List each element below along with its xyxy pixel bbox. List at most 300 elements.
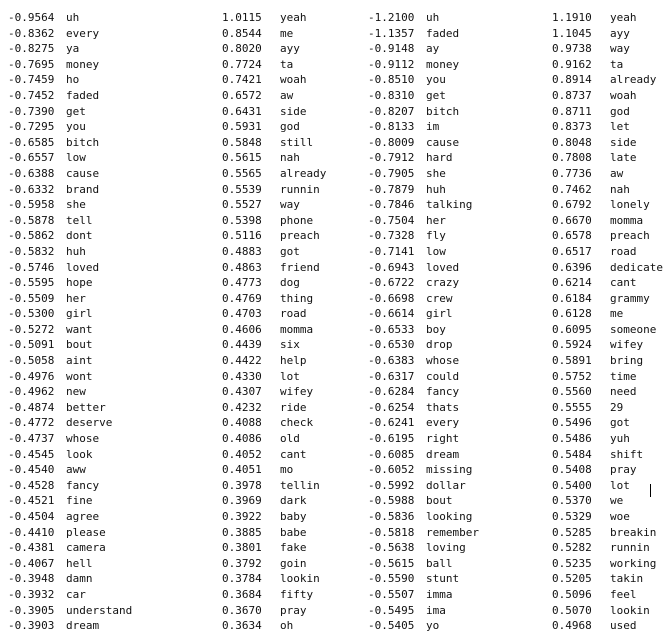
list-item [368, 57, 479, 73]
list-item [552, 400, 663, 416]
word-label: missing [426, 463, 473, 477]
score-value: 0.6128 [552, 307, 592, 321]
word-label: whose [426, 354, 460, 368]
list-item [368, 618, 479, 634]
column-negative-1 [8, 10, 132, 634]
list-item [222, 213, 326, 229]
word-label: whose [66, 432, 100, 446]
score-value: 0.6572 [222, 88, 262, 102]
score-value: 0.5848 [222, 135, 262, 149]
word-label: faded [66, 88, 100, 102]
list-item [222, 322, 326, 338]
score-value: -0.7452 [8, 88, 55, 102]
word-label: aww [66, 463, 86, 477]
word-label: old [280, 432, 300, 446]
word-label: dont [66, 229, 93, 243]
score-value: 0.3634 [222, 619, 262, 633]
score-value: 0.4330 [222, 369, 262, 383]
list-item [222, 88, 326, 104]
list-item [8, 166, 132, 182]
word-label: brand [66, 182, 100, 196]
word-label: yeah [280, 11, 307, 24]
word-label: remember [426, 525, 479, 539]
word-label: better [66, 400, 106, 414]
word-label: lonely [610, 198, 650, 212]
score-value: -0.3903 [8, 619, 55, 633]
word-label: understand [66, 603, 133, 617]
word-label: still [280, 135, 314, 149]
score-value: 0.5486 [552, 432, 592, 446]
list-item [222, 400, 326, 416]
word-label: thing [280, 291, 314, 305]
list-item [8, 88, 132, 104]
list-item [552, 135, 663, 151]
score-value: -0.8133 [368, 120, 415, 134]
word-label: aw [280, 88, 294, 102]
word-label: ay [426, 42, 440, 56]
score-value: 0.5484 [552, 447, 592, 461]
list-item [8, 587, 132, 603]
score-value: 0.5891 [552, 354, 592, 368]
list-item [552, 88, 663, 104]
word-label: someone [610, 322, 657, 336]
word-label: yeah [610, 11, 637, 24]
score-value: -0.5836 [368, 510, 415, 523]
score-value: -0.5958 [8, 198, 55, 212]
word-label: stunt [426, 572, 460, 586]
list-item [8, 228, 132, 244]
list-item [8, 260, 132, 276]
word-label: tellin [280, 478, 320, 492]
list-item [8, 509, 132, 525]
word-label: got [280, 244, 300, 258]
word-label: drop [426, 338, 453, 352]
list-item [552, 571, 663, 587]
word-label: dedicate [610, 260, 663, 274]
score-value: -0.7295 [8, 120, 55, 134]
word-label: ta [610, 57, 624, 71]
word-label: want [66, 322, 93, 336]
list-item [552, 150, 663, 166]
list-item [222, 306, 326, 322]
word-label: momma [280, 322, 314, 336]
list-item [552, 587, 663, 603]
list-item [552, 556, 663, 572]
word-label: ayy [280, 42, 300, 56]
list-item [552, 182, 663, 198]
score-value: 0.8544 [222, 26, 262, 40]
word-label: girl [426, 307, 453, 321]
score-value: -0.6052 [368, 463, 415, 477]
score-value: 0.3922 [222, 510, 262, 523]
list-item [368, 556, 479, 572]
list-item [8, 10, 132, 26]
word-label: loved [66, 260, 100, 274]
list-item [368, 571, 479, 587]
score-value: 0.7462 [552, 182, 592, 196]
score-value: 0.5496 [552, 416, 592, 430]
list-item [368, 135, 479, 151]
word-label: woah [610, 88, 637, 102]
column-positive-1 [222, 10, 326, 634]
word-label: me [610, 307, 624, 321]
word-label: shift [610, 447, 644, 461]
score-value: 0.8914 [552, 73, 592, 87]
score-value: -0.6533 [368, 322, 415, 336]
list-item [552, 244, 663, 260]
list-item [368, 400, 479, 416]
list-item [222, 166, 326, 182]
list-item [8, 104, 132, 120]
score-value: -0.4410 [8, 525, 55, 539]
word-label: bring [610, 354, 644, 368]
column-negative-2 [368, 10, 479, 634]
list-item [222, 556, 326, 572]
word-label: her [66, 291, 86, 305]
score-value: -0.5590 [368, 572, 415, 586]
score-value: -0.3948 [8, 572, 55, 586]
score-value: 0.5285 [552, 525, 592, 539]
score-value: -0.5509 [8, 291, 55, 305]
word-label: please [66, 525, 106, 539]
list-item [8, 306, 132, 322]
score-value: 0.4052 [222, 447, 262, 461]
score-value: -0.5507 [368, 587, 415, 601]
word-label: fly [426, 229, 446, 243]
score-value: -0.5818 [368, 525, 415, 539]
list-item [222, 509, 326, 525]
score-value: -0.6383 [368, 354, 415, 368]
score-value: -0.5878 [8, 213, 55, 227]
word-label: you [66, 120, 86, 134]
word-label: lot [610, 478, 630, 492]
score-value: 0.5924 [552, 338, 592, 352]
score-value: 0.6184 [552, 291, 592, 305]
word-label: let [610, 120, 630, 134]
word-label: money [426, 57, 460, 71]
word-label: way [610, 42, 630, 56]
list-item [552, 260, 663, 276]
word-label: lot [280, 369, 300, 383]
word-label: look [66, 447, 93, 461]
word-label: uh [426, 11, 440, 24]
list-item [222, 603, 326, 619]
score-value: -0.4504 [8, 510, 55, 523]
word-label: cause [426, 135, 460, 149]
score-value: -0.9112 [368, 57, 415, 71]
word-label: cant [610, 276, 637, 290]
word-label: low [66, 151, 86, 165]
word-label: deserve [66, 416, 113, 430]
word-label: loved [426, 260, 460, 274]
list-item [8, 384, 132, 400]
word-label: boy [426, 322, 446, 336]
score-value: -0.8362 [8, 26, 55, 40]
score-value: 0.3969 [222, 494, 262, 508]
score-value: -1.1357 [368, 26, 415, 40]
score-value: 0.8373 [552, 120, 592, 134]
list-item [368, 72, 479, 88]
score-value: 0.6517 [552, 244, 592, 258]
score-value: 0.4439 [222, 338, 262, 352]
list-item [552, 26, 663, 42]
score-value: -0.4521 [8, 494, 55, 508]
list-item [8, 493, 132, 509]
list-item [8, 150, 132, 166]
word-label: goin [280, 556, 307, 570]
score-value: -0.8009 [368, 135, 415, 149]
word-label: time [610, 369, 637, 383]
list-item [368, 104, 479, 120]
word-label: you [426, 73, 446, 87]
word-label: wifey [610, 338, 644, 352]
score-value: -0.4874 [8, 400, 55, 414]
score-value: -0.6085 [368, 447, 415, 461]
word-label: already [610, 73, 657, 87]
score-value: -0.6254 [368, 400, 415, 414]
score-value: 0.5539 [222, 182, 262, 196]
score-value: 0.3978 [222, 478, 262, 492]
list-item [222, 41, 326, 57]
word-label: hell [66, 556, 93, 570]
score-value: 0.5096 [552, 587, 592, 601]
score-value: 0.7724 [222, 57, 262, 71]
score-value: 0.3885 [222, 525, 262, 539]
list-item [222, 431, 326, 447]
list-item [222, 587, 326, 603]
list-item [8, 525, 132, 541]
score-value: 0.5615 [222, 151, 262, 165]
list-item [368, 260, 479, 276]
word-label: cause [66, 166, 100, 180]
score-value: -0.7504 [368, 213, 415, 227]
list-item [552, 525, 663, 541]
list-item [552, 447, 663, 463]
list-item [8, 275, 132, 291]
list-item [368, 26, 479, 42]
score-value: -0.6585 [8, 135, 55, 149]
word-label: dog [280, 276, 300, 290]
list-item [552, 104, 663, 120]
score-value: 0.3684 [222, 587, 262, 601]
word-label: crazy [426, 276, 460, 290]
word-label: side [610, 135, 637, 149]
list-item [552, 369, 663, 385]
score-value: 0.3792 [222, 556, 262, 570]
list-item [222, 493, 326, 509]
list-item [552, 306, 663, 322]
list-item [8, 213, 132, 229]
list-item [222, 228, 326, 244]
word-label: faded [426, 26, 460, 40]
list-item [368, 150, 479, 166]
score-value: 0.4232 [222, 400, 262, 414]
list-item [222, 10, 326, 26]
list-item [222, 353, 326, 369]
score-value: 0.4307 [222, 385, 262, 399]
list-item [8, 571, 132, 587]
word-label: ima [426, 603, 446, 617]
score-value: 0.6578 [552, 229, 592, 243]
list-item [222, 260, 326, 276]
score-value: 0.6396 [552, 260, 592, 274]
word-label: she [426, 166, 446, 180]
word-label: her [426, 213, 446, 227]
score-value: -0.4067 [8, 556, 55, 570]
score-value: 0.9162 [552, 57, 592, 71]
score-value: -0.8510 [368, 73, 415, 87]
score-value: -0.6317 [368, 369, 415, 383]
word-label: lookin [610, 603, 650, 617]
word-label: dark [280, 494, 307, 508]
score-value: 0.4968 [552, 619, 592, 633]
word-label: god [280, 120, 300, 134]
score-value: -0.5746 [8, 260, 55, 274]
word-label: bitch [66, 135, 100, 149]
score-value: 0.7736 [552, 166, 592, 180]
word-label: road [610, 244, 637, 258]
score-value: 0.9738 [552, 42, 592, 56]
list-item [368, 197, 479, 213]
word-label: side [280, 104, 307, 118]
list-item [368, 10, 479, 26]
list-item [8, 72, 132, 88]
list-item [368, 431, 479, 447]
score-value: -0.6195 [368, 432, 415, 446]
word-label: agree [66, 510, 100, 523]
word-label: bout [66, 338, 93, 352]
word-label: way [280, 198, 300, 212]
score-value: -0.6614 [368, 307, 415, 321]
word-label: mo [280, 463, 294, 477]
score-value: 0.4773 [222, 276, 262, 290]
score-value: -0.9148 [368, 42, 415, 56]
word-label: me [280, 26, 294, 40]
word-label: yuh [610, 432, 630, 446]
score-value: -0.5405 [368, 619, 415, 633]
score-value: 0.4088 [222, 416, 262, 430]
score-value: -0.4381 [8, 541, 55, 555]
score-value: -0.6284 [368, 385, 415, 399]
score-value: 0.5370 [552, 494, 592, 508]
list-item [8, 57, 132, 73]
word-label: damn [66, 572, 93, 586]
list-item [222, 462, 326, 478]
list-item [368, 369, 479, 385]
score-value: -0.5832 [8, 244, 55, 258]
score-value: -0.5615 [368, 556, 415, 570]
score-value: 0.5527 [222, 198, 262, 212]
word-label: low [426, 244, 446, 258]
list-item [368, 291, 479, 307]
score-value: -0.6722 [368, 276, 415, 290]
word-label: preach [610, 229, 650, 243]
word-label: tell [66, 213, 93, 227]
list-item [552, 213, 663, 229]
word-label: crew [426, 291, 453, 305]
score-value: 0.8020 [222, 42, 262, 56]
list-item [222, 26, 326, 42]
list-item [368, 322, 479, 338]
word-label: ya [66, 42, 80, 56]
score-value: -0.7905 [368, 166, 415, 180]
word-label: woe [610, 510, 630, 523]
word-label: bout [426, 494, 453, 508]
word-label: loving [426, 541, 466, 555]
list-item [8, 462, 132, 478]
score-value: -0.5992 [368, 478, 415, 492]
score-value: 0.4703 [222, 307, 262, 321]
score-value: -0.4737 [8, 432, 55, 446]
list-item [368, 119, 479, 135]
list-item [222, 478, 326, 494]
list-item [222, 275, 326, 291]
word-label: takin [610, 572, 644, 586]
score-value: -0.5300 [8, 307, 55, 321]
column-positive-2 [552, 10, 663, 634]
score-value: 0.5235 [552, 556, 592, 570]
score-value: -0.5091 [8, 338, 55, 352]
word-label: baby [280, 510, 307, 523]
word-label: ride [280, 400, 307, 414]
list-item [552, 228, 663, 244]
list-item [552, 478, 663, 494]
list-item [222, 119, 326, 135]
score-value: 0.4863 [222, 260, 262, 274]
list-item [368, 228, 479, 244]
score-value: 0.4883 [222, 244, 262, 258]
list-item [368, 509, 479, 525]
score-value: -0.8207 [368, 104, 415, 118]
score-value: -1.2100 [368, 11, 415, 24]
list-item [8, 618, 132, 634]
score-value: -0.7328 [368, 229, 415, 243]
word-label: working [610, 556, 657, 570]
word-label: check [280, 416, 314, 430]
word-label: momma [610, 213, 644, 227]
score-value: -0.4545 [8, 447, 55, 461]
list-item [8, 447, 132, 463]
score-value: 0.8711 [552, 104, 592, 118]
list-item [368, 384, 479, 400]
list-item [368, 337, 479, 353]
list-item [8, 400, 132, 416]
word-label: feel [610, 587, 637, 601]
list-item [368, 478, 479, 494]
score-value: 0.5398 [222, 213, 262, 227]
score-value: -0.8275 [8, 42, 55, 56]
list-item [368, 182, 479, 198]
word-label: pray [610, 463, 637, 477]
score-value: 0.5282 [552, 541, 592, 555]
word-label: already [280, 166, 327, 180]
list-item [8, 26, 132, 42]
list-item [552, 415, 663, 431]
word-label: we [610, 494, 624, 508]
score-value: 0.7421 [222, 73, 262, 87]
score-value: 0.5400 [552, 478, 592, 492]
word-label: fancy [426, 385, 460, 399]
word-label: yo [426, 619, 440, 633]
list-item [368, 306, 479, 322]
word-label: used [610, 619, 637, 633]
word-label: could [426, 369, 460, 383]
word-label: every [66, 26, 100, 40]
list-item [368, 244, 479, 260]
score-value: -0.6530 [368, 338, 415, 352]
score-value: 0.3784 [222, 572, 262, 586]
list-item [222, 337, 326, 353]
